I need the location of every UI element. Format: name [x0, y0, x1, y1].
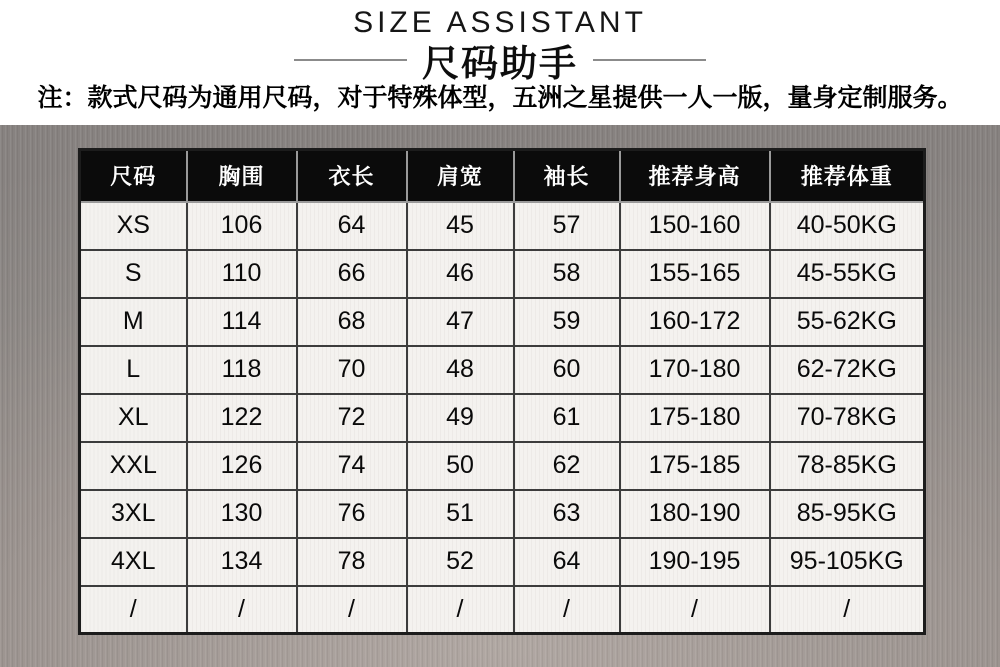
table-cell-4-4: 61 — [514, 394, 620, 442]
table-cell-7-2: 78 — [297, 538, 407, 586]
table-cell-0-0: XS — [80, 202, 187, 250]
table-cell-8-2: / — [297, 586, 407, 634]
table-cell-5-2: 74 — [297, 442, 407, 490]
column-header-5: 推荐身高 — [620, 150, 770, 202]
table-row-xl — [80, 394, 925, 442]
title-section — [0, 0, 1000, 125]
table-row-xs — [80, 202, 925, 250]
table-cell-2-5: 160-172 — [620, 298, 770, 346]
size-table — [78, 148, 926, 635]
table-cell-6-1: 130 — [187, 490, 297, 538]
table-cell-5-1: 126 — [187, 442, 297, 490]
title-english: SIZE ASSISTANT — [353, 6, 647, 39]
table-cell-2-6: 55-62KG — [770, 298, 925, 346]
table-cell-0-1: 106 — [187, 202, 297, 250]
table-cell-6-2: 76 — [297, 490, 407, 538]
table-cell-2-1: 114 — [187, 298, 297, 346]
table-cell-0-4: 57 — [514, 202, 620, 250]
column-header-3: 肩宽 — [407, 150, 514, 202]
table-cell-3-6: 62-72KG — [770, 346, 925, 394]
table-cell-0-3: 45 — [407, 202, 514, 250]
table-cell-8-6: / — [770, 586, 925, 634]
title-chinese: 尺码助手 — [422, 44, 578, 85]
table-cell-4-2: 72 — [297, 394, 407, 442]
table-cell-1-3: 46 — [407, 250, 514, 298]
table-cell-7-3: 52 — [407, 538, 514, 586]
table-cell-4-0: XL — [80, 394, 187, 442]
table-cell-8-5: / — [620, 586, 770, 634]
table-cell-6-3: 51 — [407, 490, 514, 538]
table-cell-0-2: 64 — [297, 202, 407, 250]
table-cell-3-1: 118 — [187, 346, 297, 394]
table-cell-3-2: 70 — [297, 346, 407, 394]
table-cell-1-5: 155-165 — [620, 250, 770, 298]
note-text: 注：款式尺码为通用尺码，对于特殊体型，五洲之星提供一人一版，量身定制服务。 — [37, 85, 963, 112]
table-cell-2-4: 59 — [514, 298, 620, 346]
table-cell-5-0: XXL — [80, 442, 187, 490]
table-cell-6-6: 85-95KG — [770, 490, 925, 538]
table-cell-4-6: 70-78KG — [770, 394, 925, 442]
table-cell-8-4: / — [514, 586, 620, 634]
column-header-1: 胸围 — [187, 150, 297, 202]
table-cell-1-4: 58 — [514, 250, 620, 298]
table-row-3xl — [80, 490, 925, 538]
table-row-4xl — [80, 538, 925, 586]
table-row-m — [80, 298, 925, 346]
table-cell-4-3: 49 — [407, 394, 514, 442]
table-cell-6-4: 63 — [514, 490, 620, 538]
column-header-0: 尺码 — [80, 150, 187, 202]
table-cell-7-0: 4XL — [80, 538, 187, 586]
table-cell-0-6: 40-50KG — [770, 202, 925, 250]
table-cell-2-3: 47 — [407, 298, 514, 346]
table-cell-8-1: / — [187, 586, 297, 634]
table-cell-1-1: 110 — [187, 250, 297, 298]
table-cell-1-0: S — [80, 250, 187, 298]
column-header-4: 袖长 — [514, 150, 620, 202]
table-cell-1-6: 45-55KG — [770, 250, 925, 298]
table-cell-0-5: 150-160 — [620, 202, 770, 250]
table-cell-2-0: M — [80, 298, 187, 346]
table-cell-6-5: 180-190 — [620, 490, 770, 538]
table-cell-5-4: 62 — [514, 442, 620, 490]
size-table-header-row — [80, 150, 925, 202]
table-row-l — [80, 346, 925, 394]
title-divider-right — [593, 59, 706, 61]
table-cell-3-5: 170-180 — [620, 346, 770, 394]
table-cell-7-6: 95-105KG — [770, 538, 925, 586]
table-cell-8-0: / — [80, 586, 187, 634]
table-cell-3-4: 60 — [514, 346, 620, 394]
column-header-2: 衣长 — [297, 150, 407, 202]
table-cell-8-3: / — [407, 586, 514, 634]
table-cell-3-3: 48 — [407, 346, 514, 394]
table-row-xxl — [80, 442, 925, 490]
table-row-empty — [80, 586, 925, 634]
column-header-6: 推荐体重 — [770, 150, 925, 202]
table-cell-5-5: 175-185 — [620, 442, 770, 490]
title-chinese-row — [0, 40, 1000, 85]
table-cell-1-2: 66 — [297, 250, 407, 298]
table-cell-5-3: 50 — [407, 442, 514, 490]
metal-background — [0, 125, 1000, 667]
table-cell-3-0: L — [80, 346, 187, 394]
table-cell-5-6: 78-85KG — [770, 442, 925, 490]
table-cell-4-5: 175-180 — [620, 394, 770, 442]
table-row-s — [80, 250, 925, 298]
table-cell-7-5: 190-195 — [620, 538, 770, 586]
table-cell-7-4: 64 — [514, 538, 620, 586]
table-cell-7-1: 134 — [187, 538, 297, 586]
title-divider-left — [294, 59, 407, 61]
table-cell-4-1: 122 — [187, 394, 297, 442]
table-cell-2-2: 68 — [297, 298, 407, 346]
size-table-body — [80, 202, 925, 634]
table-cell-6-0: 3XL — [80, 490, 187, 538]
